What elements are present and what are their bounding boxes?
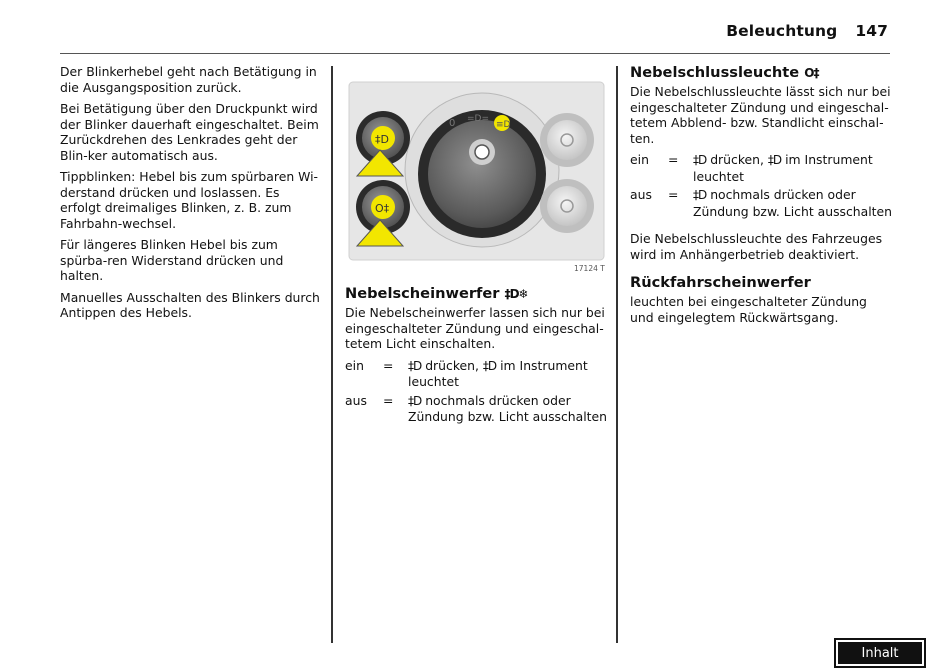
paragraph: Die Nebelscheinwerfer lassen sich nur bei eingeschalteter Zündung und eingeschal-tetem Licht einschalten.: [345, 305, 605, 351]
parking-light-icon: =D=: [467, 114, 490, 124]
column-divider-right: [616, 66, 618, 643]
def-text: drücken,: [421, 357, 483, 373]
dimmer-knob: [547, 186, 587, 226]
on-definition: [345, 358, 607, 390]
page-number: 147: [855, 22, 888, 40]
definition-text: [693, 152, 892, 184]
paragraph: Die Nebelschlussleuchte des Fahrzeuges wird im Anhängerbetrieb deaktiviert.: [630, 231, 883, 262]
light-switch-drawing: [345, 66, 608, 276]
section-front-fog: [345, 285, 607, 427]
definition-text: [408, 393, 607, 425]
fog-light-icon: ‡D: [693, 153, 707, 167]
column-blinker: [60, 64, 322, 327]
section-title: Rückfahrscheinwerfer: [630, 274, 811, 291]
section-title: Nebelschlussleuchte: [630, 64, 800, 81]
rear-fog-light-icon: O‡: [804, 66, 819, 80]
paragraph: Für längeres Blinken Hebel bis zum spürba-ren Widerstand drücken und halten.: [60, 237, 284, 283]
definition-text: [693, 187, 892, 219]
term-label: ein: [630, 152, 649, 167]
term-label: ein: [345, 357, 364, 373]
column-rear-lights: [630, 64, 892, 331]
header-rule: [60, 53, 890, 54]
section-heading: [630, 64, 892, 82]
light-switch-illustration: [345, 66, 608, 276]
section-title: Nebelscheinwerfer: [345, 285, 500, 302]
paragraph: Manuelles Ausschalten des Blinkers durch Antippen des Hebels.: [60, 289, 320, 320]
paragraph: Bei Betätigung über den Druckpunkt wird der Blinker dauerhaft eingeschaltet. Beim Zurückdrehen des Lenkrades geht der Blin-ker automatisch aus.: [60, 101, 319, 163]
equals-sign: =: [668, 187, 679, 202]
def-text: drücken,: [706, 152, 768, 167]
paragraph: Die Nebelschlussleuchte lässt sich nur bei eingeschalteter Zündung und eingeschal-tetem Abblend- bzw. Standlicht einschal-ten.: [630, 84, 891, 146]
chapter-title: Beleuchtung: [726, 22, 838, 40]
front-fog-icon: ‡D: [375, 133, 389, 146]
section-heading: [345, 285, 607, 303]
paragraph: Tippblinken: Hebel bis zum spürbaren Wi-derstand drücken und loslassen. Es erfolgt dreimaliges Blinken, z. B. zum Fahrbahn-wechsel.: [60, 169, 319, 231]
rear-fog-icon: O‡: [375, 202, 390, 215]
def-text: im Instrument leuchtet: [408, 357, 588, 389]
figure-id-label: 17124 T: [574, 264, 605, 273]
on-definition: [630, 152, 892, 184]
off-definition: [345, 393, 607, 425]
contents-button[interactable]: Inhalt: [836, 640, 924, 666]
term-label: aus: [345, 392, 367, 408]
equals-sign: =: [383, 392, 394, 408]
def-text: nochmals drücken oder Zündung bzw. Licht ausschalten: [693, 187, 893, 219]
running-header: [726, 22, 888, 40]
equals-sign: =: [668, 152, 679, 167]
column-divider-left: [331, 66, 333, 643]
headlight-symbol: ≡D: [496, 120, 511, 130]
equals-sign: =: [383, 357, 394, 373]
paragraph: Der Blinkerhebel geht nach Betätigung in die Ausgangsposition zurück.: [60, 64, 317, 95]
def-text: nochmals drücken oder Zündung bzw. Licht ausschalten: [408, 392, 608, 424]
sun-icon: [475, 145, 489, 159]
dial-zero-label: 0: [449, 118, 456, 129]
term-label: aus: [630, 187, 652, 202]
definition-text: [408, 358, 607, 390]
paragraph: leuchten bei eingeschalteter Zündung und eingelegtem Rückwärtsgang.: [630, 294, 867, 325]
fog-light-icon: ‡D: [767, 153, 782, 167]
off-definition: [630, 187, 892, 219]
fog-light-icon: ‡D: [482, 358, 497, 373]
fog-light-icon: ‡D: [408, 393, 422, 408]
fog-light-icon: ‡D❄: [504, 287, 528, 301]
fog-light-icon: ‡D: [693, 188, 707, 202]
def-text: im Instrument leuchtet: [693, 152, 873, 184]
fog-light-icon: ‡D: [408, 358, 422, 373]
dial-knob: [428, 120, 536, 228]
headlight-range-knob: [547, 120, 587, 160]
